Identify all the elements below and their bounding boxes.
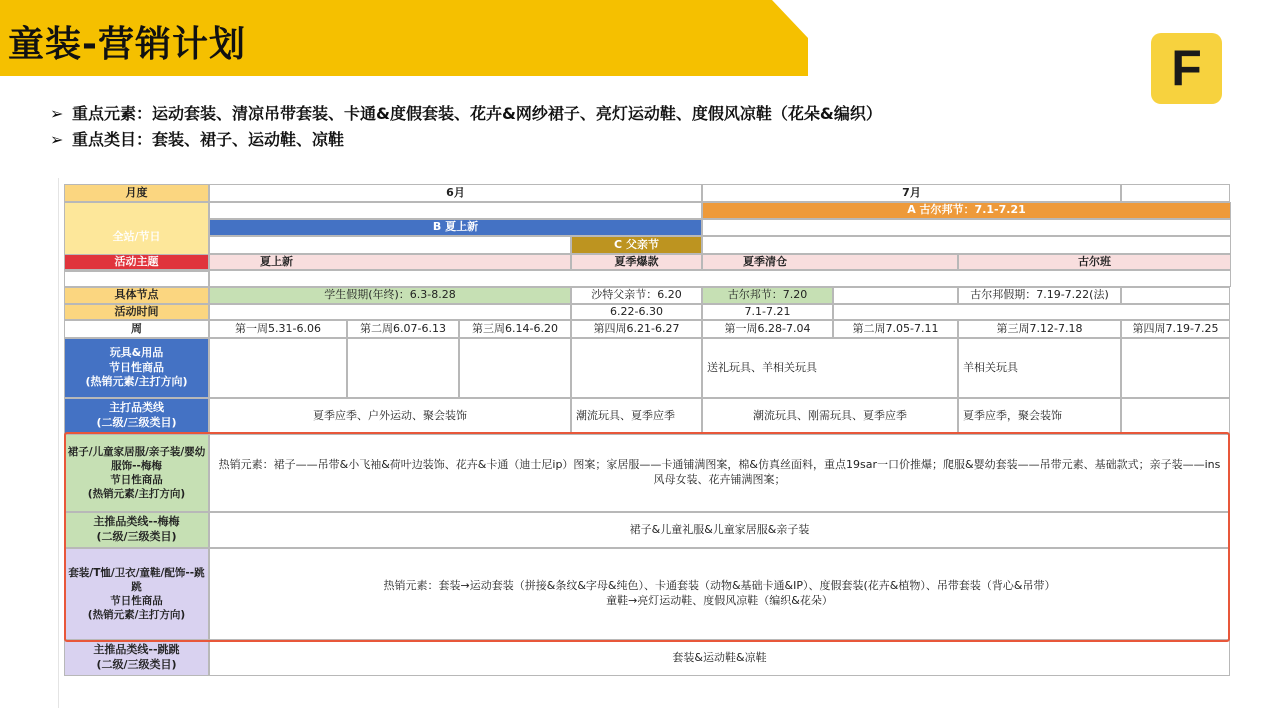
theme-summer-clearance: 夏季清仓 — [702, 254, 958, 270]
week-cell: 第四周6.21-6.27 — [571, 320, 702, 338]
week-cell: 第四周7.19-7.25 — [1121, 320, 1230, 338]
node-empty — [1121, 287, 1230, 304]
theme-summer-new: 夏上新 — [209, 254, 571, 270]
label-sets: 套装/T恤/卫衣/童鞋/配饰--跳跳 节日性商品 (热销元素/主打方向) — [64, 548, 209, 640]
spacer-row — [64, 270, 209, 287]
week-cell: 第三周6.14-6.20 — [459, 320, 571, 338]
skirts-line-text: 裙子&儿童礼服&儿童家居服&亲子装 — [209, 512, 1230, 548]
node-fathers-day: 沙特父亲节：6.20 — [571, 287, 702, 304]
bullet-text: 重点元素：运动套装、清凉吊带套装、卡通&度假套装、花卉&网纱裙子、亮灯运动鞋、度假风凉鞋（花朵&编织） — [72, 104, 882, 123]
month-june: 6月 — [209, 184, 702, 202]
marketing-plan-table — [64, 184, 1230, 678]
label-theme: 活动主题 — [64, 254, 209, 270]
node-school-holiday: 学生假期(年终)：6.3-8.28 — [209, 287, 571, 304]
spacer-row — [209, 270, 1231, 287]
bullet-text: 重点类目：套装、裙子、运动鞋、凉鞋 — [72, 130, 345, 149]
label-festival: 全站/节日 — [64, 202, 209, 272]
time-empty — [833, 304, 1230, 320]
theme-summer-hits: 夏季爆款 — [571, 254, 702, 270]
theme-gurbang: 古尔班 — [958, 254, 1231, 270]
toys-empty — [1121, 338, 1230, 398]
toys-gift: 送礼玩具、羊相关玩具 — [702, 338, 958, 398]
label-week: 周 — [64, 320, 209, 338]
week-cell: 第二周7.05-7.11 — [833, 320, 958, 338]
festival-empty — [702, 219, 1231, 236]
label-time: 活动时间 — [64, 304, 209, 320]
festival-fathers-day: C 父亲节 — [571, 236, 702, 254]
main-line-june: 夏季应季、户外运动、聚会装饰 — [209, 398, 571, 434]
month-empty — [1121, 184, 1230, 202]
node-gurbang-holiday: 古尔邦假期：7.19-7.22(法) — [958, 287, 1121, 304]
festival-empty — [209, 202, 702, 219]
skirts-hot-elements: 热销元素：裙子——吊带&小飞袖&荷叶边装饰、花卉&卡通（迪士尼ip）图案；家居服——卡通铺满图案，棉&仿真丝面料，重点19sar一口价推爆；爬服&婴幼套装——吊带元素、基础款式；亲子装——ins风母女装、花卉铺满图案； — [209, 434, 1230, 512]
festival-gurbang: A 古尔邦节：7.1-7.21 — [702, 202, 1231, 219]
main-line-late-june: 潮流玩具、夏季应季 — [571, 398, 702, 434]
slide-guide-line — [58, 178, 59, 708]
toys-empty — [347, 338, 459, 398]
brand-logo — [1151, 33, 1222, 104]
time-empty — [209, 304, 571, 320]
bullet-key-elements — [50, 101, 882, 124]
label-toys: 玩具&用品 节日性商品 (热销元素/主打方向) — [64, 338, 209, 398]
festival-empty — [209, 236, 571, 254]
node-gurbang: 古尔邦节：7.20 — [702, 287, 833, 304]
bullet-arrow-icon: ➢ — [50, 130, 64, 149]
festival-summer-new: B 夏上新 — [209, 219, 702, 236]
page-title: 童装-营销计划 — [8, 24, 246, 65]
toys-sheep: 羊相关玩具 — [958, 338, 1121, 398]
label-node: 具体节点 — [64, 287, 209, 304]
main-line-late-july: 夏季应季，聚会装饰 — [958, 398, 1121, 434]
time-july: 7.1-7.21 — [702, 304, 833, 320]
node-empty — [833, 287, 958, 304]
week-cell: 第二周6.07-6.13 — [347, 320, 459, 338]
sets-text-line-1: 热销元素：套装→运动套装（拼接&条纹&字母&纯色）、卡通套装（动物&基础卡通&IP）、度假套装(花卉&植物）、吊带套装（背心&吊带） — [383, 579, 1056, 593]
label-skirts: 裙子/儿童家居服/亲子装/婴幼服饰--梅梅 节日性商品 (热销元素/主打方向) — [64, 434, 209, 512]
bullet-arrow-icon: ➢ — [50, 104, 64, 123]
main-line-early-july: 潮流玩具、刚需玩具、夏季应季 — [702, 398, 958, 434]
label-month: 月度 — [64, 184, 209, 202]
logo-letter: F — [1171, 40, 1202, 96]
toys-empty — [459, 338, 571, 398]
toys-empty — [571, 338, 702, 398]
sets-text-line-2: 童鞋→亮灯运动鞋、度假风凉鞋（编织&花朵） — [606, 594, 833, 607]
time-late-june: 6.22-6.30 — [571, 304, 702, 320]
week-cell: 第三周7.12-7.18 — [958, 320, 1121, 338]
main-line-empty — [1121, 398, 1230, 434]
bullet-key-categories — [50, 127, 344, 150]
label-skirts-line: 主推品类线--梅梅 (二级/三级类目) — [64, 512, 209, 548]
sets-hot-elements — [209, 548, 1230, 640]
week-cell: 第一周5.31-6.06 — [209, 320, 347, 338]
sets-line-text: 套装&运动鞋&凉鞋 — [209, 640, 1230, 676]
festival-empty — [702, 236, 1231, 254]
label-sets-line: 主推品类线--跳跳 (二级/三级类目) — [64, 640, 209, 676]
toys-empty — [209, 338, 347, 398]
month-july: 7月 — [702, 184, 1121, 202]
label-main-line: 主打品类线 (二级/三级类目) — [64, 398, 209, 434]
week-cell: 第一周6.28-7.04 — [702, 320, 833, 338]
